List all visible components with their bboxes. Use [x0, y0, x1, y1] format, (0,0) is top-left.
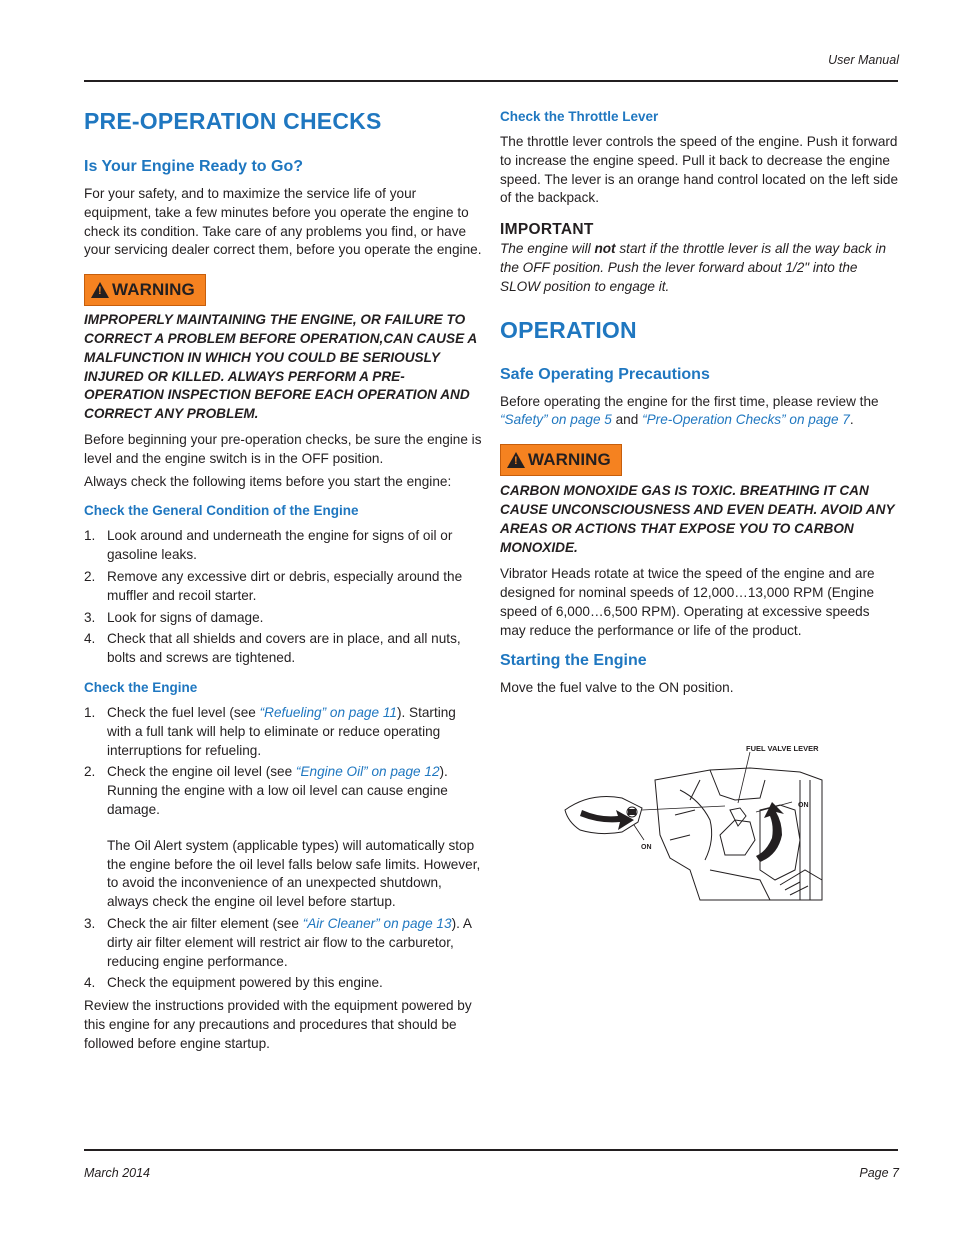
starting-heading: Starting the Engine — [500, 651, 647, 669]
on-label-right: ON — [798, 802, 809, 809]
pre-operation-title: PRE-OPERATION CHECKS — [84, 108, 382, 134]
warning-badge-2: ! WARNING — [500, 444, 898, 476]
refueling-link[interactable]: “Refueling” on page 11 — [259, 704, 397, 720]
air-cleaner-link[interactable]: “Air Cleaner” on page 13 — [302, 915, 452, 931]
general-list — [84, 527, 482, 668]
on-label-left: ON — [641, 844, 652, 851]
important-paragraph: The engine will not start if the throttle lever is all the way back in the OFF position. Push the lever forward about 1/2" into the SLOW position to engage it. — [500, 241, 887, 294]
important-heading: IMPORTANT — [500, 221, 594, 239]
pre-operation-link[interactable]: “Pre-Operation Checks” on page 7 — [642, 412, 850, 428]
engine-oil-link[interactable]: “Engine Oil” on page 12 — [295, 764, 440, 780]
check-engine-heading: Check the Engine — [84, 679, 198, 695]
list-item: 1. Look around and underneath the engine for signs of oil or gasoline leaks. — [84, 528, 453, 563]
list-item: 4. Check the equipment powered by this engine. — [84, 975, 383, 991]
vibrator-paragraph: Vibrator Heads rotate at twice the speed of the engine and are designed for nominal speeds of 12,000…13,000 RPM (Engine speed of 6,000…6,500 RPM). Operating at excessive speeds may reduce the performance or life of the product. — [500, 566, 875, 638]
ready-heading: Is Your Engine Ready to Go? — [84, 158, 303, 175]
throttle-paragraph: The throttle lever controls the speed of the engine. Push it forward to increase the engine speed. Pull it back to decrease the engine speed. The lever is an orange hand control located on the left side of the backpack. — [500, 134, 899, 206]
operation-title: OPERATION — [500, 316, 637, 343]
starting-paragraph: Move the fuel valve to the ON position. — [500, 679, 734, 695]
throttle-heading: Check the Throttle Lever — [500, 109, 659, 124]
warning-text-1: IMPROPERLY MAINTAINING THE ENGINE, OR FAILURE TO CORRECT A PROBLEM BEFORE OPERATION,CAN CAUSE A MALFUNCTION IN WHICH YOU COULD BE SERIOUSLY INJURED OR KILLED. ALWAYS PERFORM A PRE-OPERATION INSPECTION BEFORE EACH OPERATION AND CORRECT ANY PROBLEM. — [84, 312, 477, 422]
fuel-valve-lever-label: FUEL VALVE LEVER — [746, 744, 819, 753]
warning-icon: ! — [507, 452, 525, 468]
list-item: 1. Check the fuel level (see “Refueling” on page 11). Starting with a full tank will help to eliminate or reduce operating interruptions for refueling. — [84, 704, 456, 758]
before-paragraph: Before beginning your pre-operation checks, be sure the engine is level and the engine switch is in the OFF position. — [84, 431, 482, 466]
right-column — [500, 100, 898, 697]
list-item: 3. Check the air filter element (see “Air Cleaner” on page 13). A dirty air filter element will restrict air flow to the carburetor, reducing engine performance. — [84, 915, 472, 969]
safety-link[interactable]: “Safety” on page 5 — [500, 412, 612, 428]
page-number: Page 7 — [859, 1166, 899, 1180]
manual-label: User Manual — [828, 53, 899, 67]
ready-paragraph: For your safety, and to maximize the service life of your equipment, take a few minutes before you operate the engine to check its condition. Take care of any problems you find, or have your servicing dealer correct them, before you operate the engine. — [84, 186, 482, 258]
warning-icon: ! — [91, 282, 109, 298]
warning-text-2: CARBON MONOXIDE GAS IS TOXIC. BREATHING IT CAN CAUSE UNCONSCIOUSNESS AND EVEN DEATH. AVOID ANY AREAS OR ACTIONS THAT EXPOSE YOU TO CARBON MONOXIDE. — [500, 483, 895, 555]
general-heading: Check the General Condition of the Engine — [84, 503, 359, 519]
oil-alert-paragraph: The Oil Alert system (applicable types) will automatically stop the engine before the oil level falls below safe limits. However, to avoid the inconvenience of an unexpected shutdown, always check the engine oil level before startup. — [107, 837, 481, 910]
always-paragraph: Always check the following items before you start the engine: — [84, 473, 452, 489]
fuel-valve-illustration — [560, 740, 830, 905]
footer-date: March 2014 — [84, 1166, 151, 1180]
list-item: 2. Check the engine oil level (see “Engine Oil” on page 12). Running the engine with a low oil level can cause engine damage. The Oil Alert system (applicable types) will automatically stop the engine before the oil level falls below safe limits. However, to avoid the inconvenience of an unexpected shutdown, always check the engine oil level before startup. — [84, 763, 482, 912]
safe-heading: Safe Operating Precautions — [500, 365, 710, 383]
header-rule — [84, 80, 898, 82]
list-item: 3. Look for signs of damage. — [84, 609, 264, 625]
warning-badge-1: ! WARNING — [84, 274, 482, 306]
review-paragraph: Review the instructions provided with the equipment powered by this engine for any precautions and procedures that should be followed before engine startup. — [84, 998, 472, 1051]
left-column — [84, 100, 482, 1053]
engine-list — [84, 704, 482, 993]
footer-rule — [84, 1149, 898, 1151]
list-item: 4. Check that all shields and covers are in place, and all nuts, bolts and screws are tightened. — [84, 631, 461, 666]
safe-paragraph: Before operating the engine for the first time, please review the “Safety” on page 5 and “Pre-Operation Checks” on page 7. — [500, 393, 879, 428]
fuel-valve-figure — [560, 740, 830, 905]
list-item: 2. Remove any excessive dirt or debris, especially around the muffler and recoil starter. — [84, 568, 463, 603]
